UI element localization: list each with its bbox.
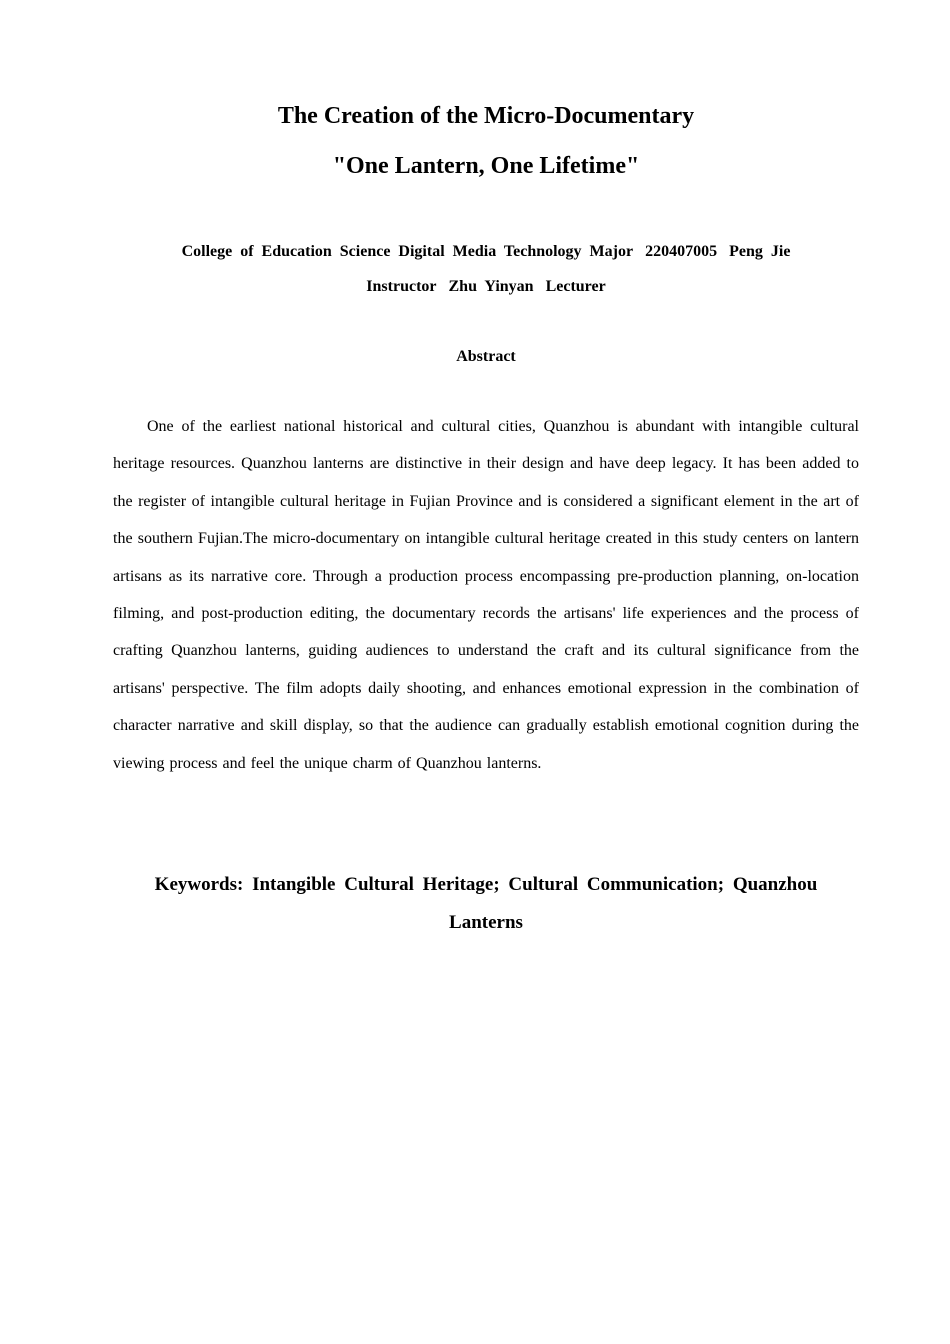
abstract-heading: Abstract: [456, 348, 516, 365]
instructor-byline: [0, 276, 950, 298]
keywords-label: Keywords:: [154, 874, 244, 895]
title-line-1: The Creation of the Micro-Documentary: [277, 103, 695, 129]
keywords-section: [140, 866, 832, 941]
instructor-label: Instructor: [366, 278, 437, 295]
instructor-title: Lecturer: [545, 278, 606, 295]
keywords-list: Intangible Cultural Heritage; Cultural Communication; Quanzhou Lanterns: [252, 874, 818, 933]
abstract-body: One of the earliest national historical and cultural cities, Quanzhou is abundant with intangible cultural heritage resources. Quanzhou lanterns are distinctive in their design and have deep legacy. It has been added to the register of intangible cultural heritage in Fujian Province and is considered a significant element in the art of the southern Fujian.The micro-documentary on intangible cultural heritage created in this study centers on lantern artisans as its narrative core. Through a production process encompassing pre-production planning, on-location filming, and post-production editing, the documentary records the artisans' life experiences and the process of crafting Quanzhou lanterns, guiding audiences to understand the craft and its cultural significance from the artisans' perspective. The film adopts daily shooting, and enhances emotional expression in the combination of character narrative and skill display, so that the audience can gradually establish emotional cognition during the viewing process and feel the unique charm of Quanzhou lanterns.: [113, 418, 859, 772]
instructor-name: Zhu Yinyan: [448, 278, 534, 295]
college-major: College of Education Science Digital Media Technology Major: [181, 243, 634, 260]
student-id: 220407005: [645, 243, 718, 260]
author-byline: [0, 241, 950, 263]
title-line-2: "One Lantern, One Lifetime": [332, 153, 640, 179]
author-name: Peng Jie: [729, 243, 791, 260]
